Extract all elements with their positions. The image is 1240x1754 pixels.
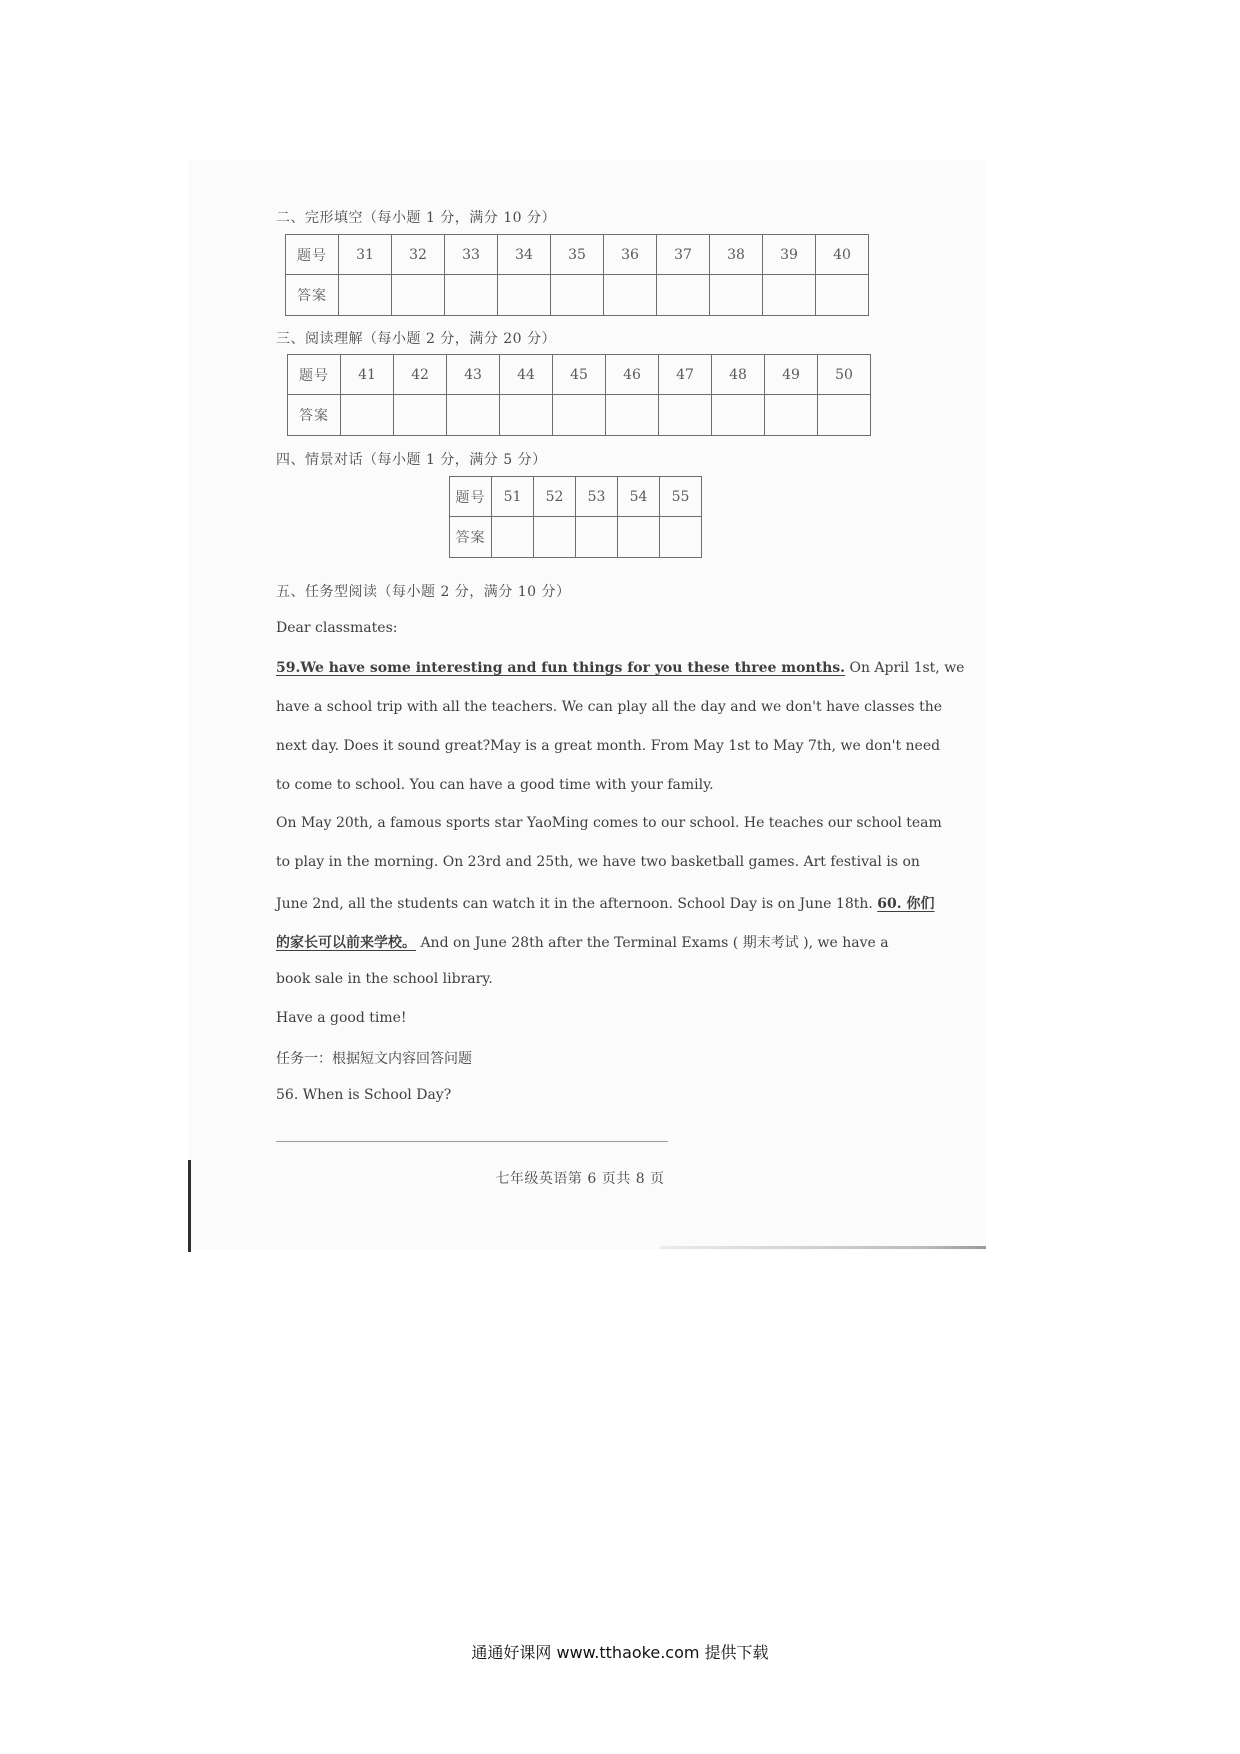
- answer-cell[interactable]: [816, 275, 869, 316]
- question-number: 38: [710, 235, 763, 275]
- answer-row: [286, 275, 869, 316]
- answer-cell[interactable]: [660, 517, 702, 558]
- answer-cell[interactable]: [618, 517, 660, 558]
- row-label: 题号: [286, 235, 339, 275]
- passage-line-9: book sale in the school library.: [276, 971, 493, 987]
- answer-row: [450, 517, 702, 558]
- passage-line-7: [276, 893, 935, 913]
- site-download-footer: 通通好课网 www.tthaoke.com 提供下载: [471, 1643, 769, 1662]
- question-number: 34: [498, 235, 551, 275]
- passage-line-2: have a school trip with all the teachers. We can play all the day and we don't have classes the: [276, 699, 942, 715]
- scan-edge-shadow-bottom: [660, 1246, 986, 1249]
- letter-closing: Have a good time!: [276, 1010, 407, 1026]
- question-number: 44: [500, 355, 553, 395]
- passage-line-1: [276, 660, 965, 676]
- answer-cell[interactable]: [710, 275, 763, 316]
- row-label: 答案: [286, 275, 339, 316]
- question-number: 43: [447, 355, 500, 395]
- question-number: 39: [763, 235, 816, 275]
- question-number: 41: [341, 355, 394, 395]
- question-number: 31: [339, 235, 392, 275]
- question-number: 55: [660, 477, 702, 517]
- question-56: 56. When is School Day?: [276, 1087, 452, 1103]
- answer-line-56[interactable]: [276, 1141, 668, 1142]
- passage-text: On April 1st, we: [845, 660, 965, 676]
- section-heading-task-reading: 五、任务型阅读（每小题 2 分，满分 10 分）: [276, 584, 571, 600]
- task-one-instruction: 任务一：根据短文内容回答问题: [276, 1051, 472, 1067]
- section-heading-reading: 三、阅读理解（每小题 2 分，满分 20 分）: [276, 331, 557, 347]
- question-number: 33: [445, 235, 498, 275]
- page-number-footer: 七年级英语第 6 页共 8 页: [495, 1171, 665, 1187]
- answer-cell[interactable]: [394, 395, 447, 436]
- question-number: 45: [553, 355, 606, 395]
- passage-text: And on June 28th after the Terminal Exams ( 期末考试 ), we have a: [416, 935, 889, 951]
- answer-cell[interactable]: [500, 395, 553, 436]
- question-number: 36: [604, 235, 657, 275]
- question-number: 35: [551, 235, 604, 275]
- row-label: 答案: [288, 395, 341, 436]
- answer-cell[interactable]: [341, 395, 394, 436]
- passage-text: June 2nd, all the students can watch it in the afternoon. School Day is on June 18th.: [276, 896, 873, 912]
- question-number: 53: [576, 477, 618, 517]
- answer-table-reading: [287, 354, 871, 436]
- question-number: 46: [606, 355, 659, 395]
- letter-greeting: Dear classmates:: [276, 620, 398, 636]
- underlined-sentence-60-end: 的家长可以前来学校。: [276, 935, 416, 951]
- answer-cell[interactable]: [498, 275, 551, 316]
- number-row: [450, 477, 702, 517]
- answer-row: [288, 395, 871, 436]
- question-number: 47: [659, 355, 712, 395]
- passage-line-4: to come to school. You can have a good time with your family.: [276, 777, 714, 793]
- row-label: 题号: [450, 477, 492, 517]
- answer-table-cloze: [285, 234, 869, 316]
- answer-cell[interactable]: [712, 395, 765, 436]
- answer-cell[interactable]: [534, 517, 576, 558]
- question-number: 51: [492, 477, 534, 517]
- answer-cell[interactable]: [445, 275, 498, 316]
- passage-line-3: next day. Does it sound great?May is a great month. From May 1st to May 7th, we don't need: [276, 738, 941, 754]
- passage-line-8: [276, 932, 889, 952]
- answer-table-dialogue: [449, 476, 702, 558]
- question-number: 37: [657, 235, 710, 275]
- answer-cell[interactable]: [606, 395, 659, 436]
- section-heading-dialogue: 四、情景对话（每小题 1 分，满分 5 分）: [276, 452, 547, 468]
- answer-cell[interactable]: [339, 275, 392, 316]
- answer-cell[interactable]: [392, 275, 445, 316]
- answer-cell[interactable]: [818, 395, 871, 436]
- question-number: 50: [818, 355, 871, 395]
- question-number: 32: [392, 235, 445, 275]
- answer-cell[interactable]: [492, 517, 534, 558]
- answer-cell[interactable]: [659, 395, 712, 436]
- answer-cell[interactable]: [765, 395, 818, 436]
- question-number: 40: [816, 235, 869, 275]
- passage-line-6: to play in the morning. On 23rd and 25th, we have two basketball games. Art festival is on: [276, 854, 920, 870]
- row-label: 答案: [450, 517, 492, 558]
- underlined-sentence-60-start: 60. 你们: [877, 896, 935, 912]
- question-number: 54: [618, 477, 660, 517]
- answer-cell[interactable]: [604, 275, 657, 316]
- section-heading-cloze: 二、完形填空（每小题 1 分，满分 10 分）: [276, 210, 557, 226]
- answer-cell[interactable]: [657, 275, 710, 316]
- underlined-sentence-59: 59.We have some interesting and fun things for you these three months.: [276, 660, 846, 676]
- answer-cell[interactable]: [551, 275, 604, 316]
- number-row: [286, 235, 869, 275]
- question-number: 52: [534, 477, 576, 517]
- row-label: 题号: [288, 355, 341, 395]
- question-number: 42: [394, 355, 447, 395]
- passage-line-5: On May 20th, a famous sports star YaoMing comes to our school. He teaches our school team: [276, 815, 942, 831]
- answer-cell[interactable]: [763, 275, 816, 316]
- question-number: 49: [765, 355, 818, 395]
- number-row: [288, 355, 871, 395]
- question-number: 48: [712, 355, 765, 395]
- answer-cell[interactable]: [553, 395, 606, 436]
- answer-cell[interactable]: [576, 517, 618, 558]
- answer-cell[interactable]: [447, 395, 500, 436]
